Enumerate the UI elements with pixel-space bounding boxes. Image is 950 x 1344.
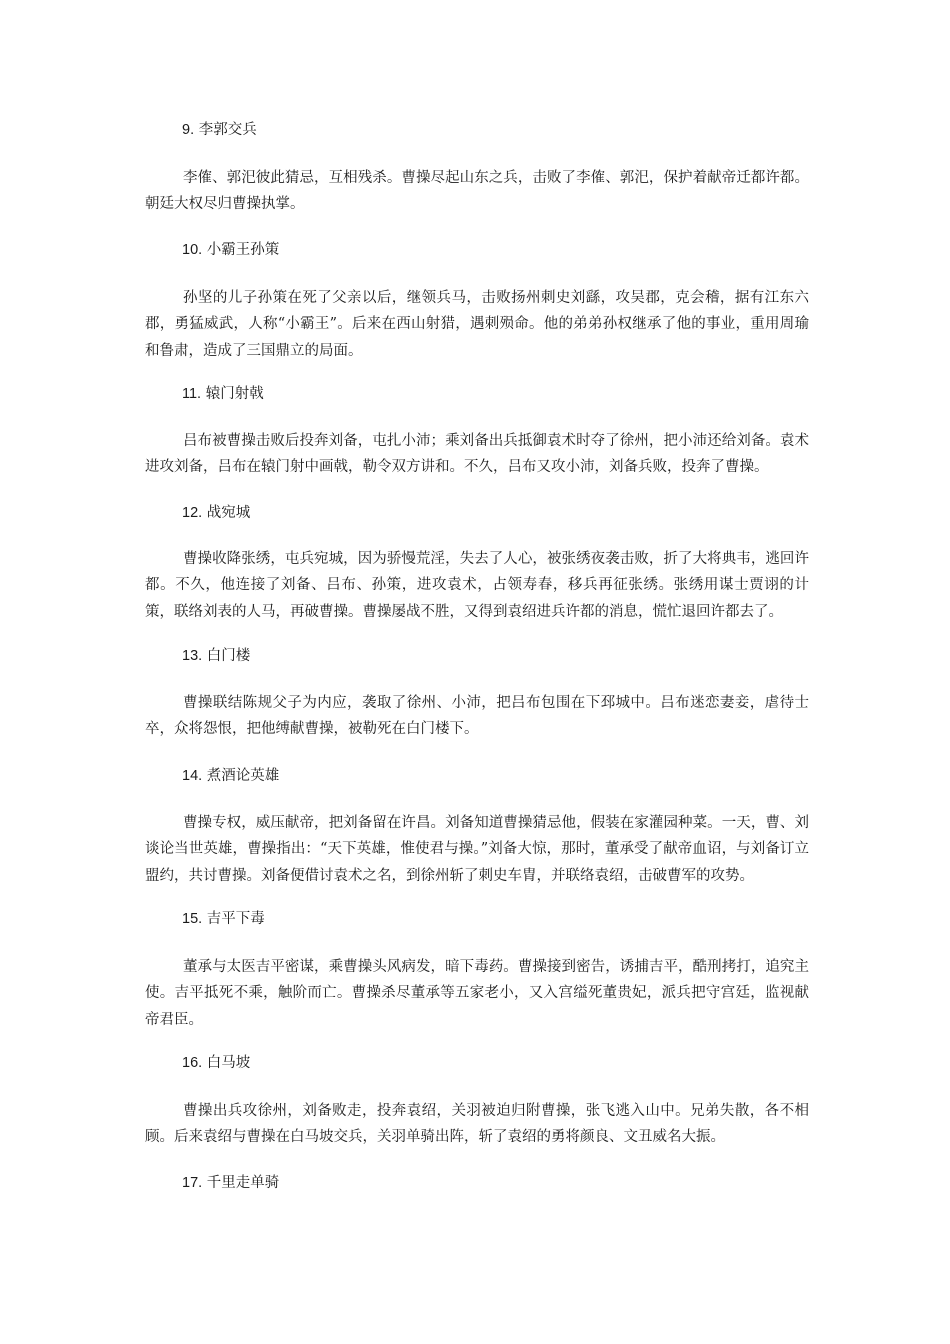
section-number: 10. (182, 242, 203, 258)
section-title: 白门楼 (206, 648, 251, 664)
section-paragraph: 曹操出兵攻徐州，刘备败走，投奔袁绍，关羽被迫归附曹操，张飞逃入山中。兄弟失散，各不相顾。后来袁绍与曹操在白马坡交兵，关羽单骑出阵，斩了袁绍的勇将颜良、文丑威名大振。 (145, 1103, 809, 1146)
section-title: 李郭交兵 (198, 122, 257, 138)
section-title: 白马坡 (206, 1055, 251, 1071)
section-heading (182, 646, 250, 666)
section-number: 14. (182, 768, 203, 784)
section-number: 13. (182, 648, 203, 664)
section-number: 9. (182, 122, 195, 138)
section-title: 千里走单骑 (206, 1175, 280, 1191)
section-heading (182, 1053, 250, 1073)
section-number: 11. (182, 386, 202, 402)
section-number: 16. (182, 1055, 203, 1071)
section-heading (182, 384, 264, 404)
section-paragraph: 李傕、郭汜彼此猜忌，互相残杀。曹操尽起山东之兵，击败了李傕、郭汜，保护着献帝迁都许都。朝廷大权尽归曹操执掌。 (145, 170, 809, 213)
section-heading (182, 240, 279, 260)
section-paragraph: 曹操联结陈规父子为内应，袭取了徐州、小沛，把吕布包围在下邳城中。吕布迷恋妻妾，虐待士卒，众将怨恨，把他缚献曹操，被勒死在白门楼下。 (145, 695, 809, 738)
section-number: 12. (182, 505, 203, 521)
section-title: 辕门射戟 (205, 386, 264, 402)
section-paragraph: 曹操专权，威压献帝，把刘备留在许昌。刘备知道曹操猜忌他，假装在家灌园种菜。一天，曹、刘谈论当世英雄，曹操指出：“天下英雄，惟使君与操。”刘备大惊，那时，董承受了献帝血诏，与刘备订立盟约，共讨曹操。刘备便借讨袁术之名，到徐州斩了刺史车胄，并联络袁绍，击破曹军的攻势。 (145, 815, 809, 884)
section-paragraph: 董承与太医吉平密谋，乘曹操头风病发，暗下毒药。曹操接到密告，诱捕吉平，酷刑拷打，追究主使。吉平抵死不乘，触阶而亡。曹操杀尽董承等五家老小，又入宫缢死董贵妃，派兵把守宫廷，监视献帝君臣。 (145, 959, 809, 1028)
section-heading (182, 120, 257, 140)
section-title: 小霸王孙策 (206, 242, 280, 258)
section-heading (182, 766, 279, 786)
section-title: 煮酒论英雄 (206, 768, 280, 784)
section-number: 15. (182, 911, 203, 927)
section-title: 战宛城 (206, 505, 251, 521)
section-heading (182, 503, 250, 523)
section-paragraph: 吕布被曹操击败后投奔刘备，屯扎小沛；乘刘备出兵抵御袁术时夺了徐州，把小沛还给刘备。袁术进攻刘备，吕布在辕门射中画戟，勒令双方讲和。不久，吕布又攻小沛，刘备兵败，投奔了曹操。 (145, 433, 809, 476)
section-heading (182, 1173, 279, 1193)
section-title: 吉平下毒 (206, 911, 265, 927)
section-number: 17. (182, 1175, 203, 1191)
section-paragraph: 曹操收降张绣，屯兵宛城，因为骄慢荒淫，失去了人心，被张绣夜袭击败，折了大将典韦，逃回许都。不久，他连接了刘备、吕布、孙策，进攻袁术，占领寿春，移兵再征张绣。张绣用谋士贾诩的计策，联络刘表的人马，再破曹操。曹操屡战不胜，又得到袁绍进兵许都的消息，慌忙退回许都去了。 (145, 551, 809, 620)
section-paragraph: 孙坚的儿子孙策在死了父亲以后，继领兵马，击败扬州刺史刘繇，攻吴郡，克会稽，据有江东六郡，勇猛威武，人称“小霸王”。后来在西山射猎，遇刺殒命。他的弟弟孙权继承了他的事业，重用周瑜和鲁肃，造成了三国鼎立的局面。 (145, 290, 809, 359)
section-heading (182, 909, 265, 929)
